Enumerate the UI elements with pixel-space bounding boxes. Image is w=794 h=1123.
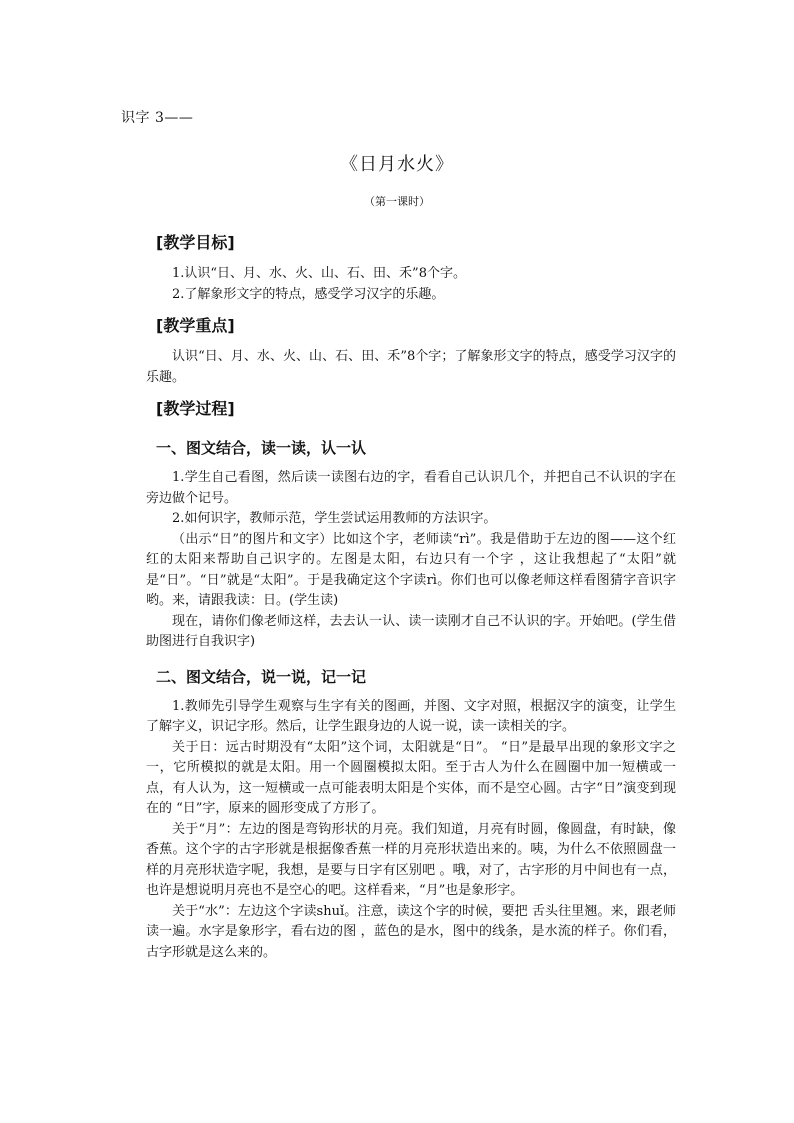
goal-item: 1.认识“日、月、水、火、山、石、田、禾”8个字。 — [172, 266, 466, 281]
section1-paragraph: 1.学生自己看图，然后读一读图右边的字，看看自己认识几个，并把自己不认识的字在旁边做个记号。 — [146, 470, 676, 506]
section2-paragraph: 关于日：远古时期没有“太阳”这个词，太阳就是“日”。 “日”是最早出现的象形文字之一，它所模拟的就是太阳。用一个圆圈模拟太阳。至于古人为什么在圆圈中加一短横或一点，有人认为，这一短横或一点可能表明太阳是个实体，而不是空心圆。古字“日”演变到现在的 “日”字，原来的圆形变成了方形了。 — [146, 739, 676, 816]
key-points-text: 认识“日、月、水、火、山、石、田、禾”8个字；了解象形文字的特点，感受学习汉字的乐趣。 — [146, 349, 676, 385]
section1-paragraph: 现在，请你们像老师这样，去去认一认、读一读刚才自己不认识的字。开始吧。(学生借助图进行自我识字) — [146, 613, 676, 649]
lesson-label: 识字 3—— — [121, 110, 194, 126]
section2-heading: 二、图文结合，说一说，记一记 — [156, 667, 367, 686]
key-points-heading: [教学重点] — [156, 316, 235, 335]
section1-paragraph: 2.如何识字，教师示范，学生尝试运用教师的方法识字。 — [172, 511, 497, 526]
section2-paragraph: 1.教师先引导学生观察与生字有关的图画，并图、文字对照，根据汉字的演变，让学生了解字义，识记字形。然后，让学生跟身边的人说一说，读一读相关的字。 — [146, 698, 676, 734]
process-heading: [教学过程] — [156, 399, 235, 418]
section1-paragraph: （出示“日”的图片和文字）比如这个字，老师读“rì”。我是借助于左边的图——这个红红的太阳来帮助自己识字的。左图是太阳，右边只有一个字 ，这让我想起了“太阳”就是“日”。“日”就是“太阳”。于是我确定这个字读rì。你们也可以像老师这样看图猜字音识字哟。来，请跟我读：日。(学生读) — [146, 531, 676, 608]
section2-paragraph: 关于“月”：左边的图是弯钩形状的月亮。我们知道，月亮有时圆，像圆盘，有时缺，像香蕉。这个字的古字形就是根据像香蕉一样的月亮形状造出来的。咦，为什么不依照圆盘一样的月亮形状造字呢，我想，是要与日字有区别吧 。哦，对了，古字形的月中间也有一点，也许是想说明月亮也不是空心的吧。这样看来，“月”也是象形字。 — [146, 821, 676, 898]
goal-item: 2.了解象形文字的特点，感受学习汉字的乐趣。 — [172, 286, 445, 302]
section2-paragraph: 关于“水”：左边这个字读shuǐ。注意，读这个字的时候，要把 舌头往里翘。来，跟老师读一遍。水字是象形字，看右边的图 ，蓝色的是水，图中的线条，是水流的样子。你们看，古字形就是这么来的。 — [146, 903, 676, 960]
lesson-content — [146, 228, 676, 963]
section1-heading: 一、图文结合，读一读，认一认 — [156, 439, 367, 457]
lesson-subtitle: （第一课时） — [364, 195, 430, 208]
lesson-title: 《日月水火》 — [340, 154, 454, 175]
goals-heading: [教学目标] — [156, 233, 235, 252]
